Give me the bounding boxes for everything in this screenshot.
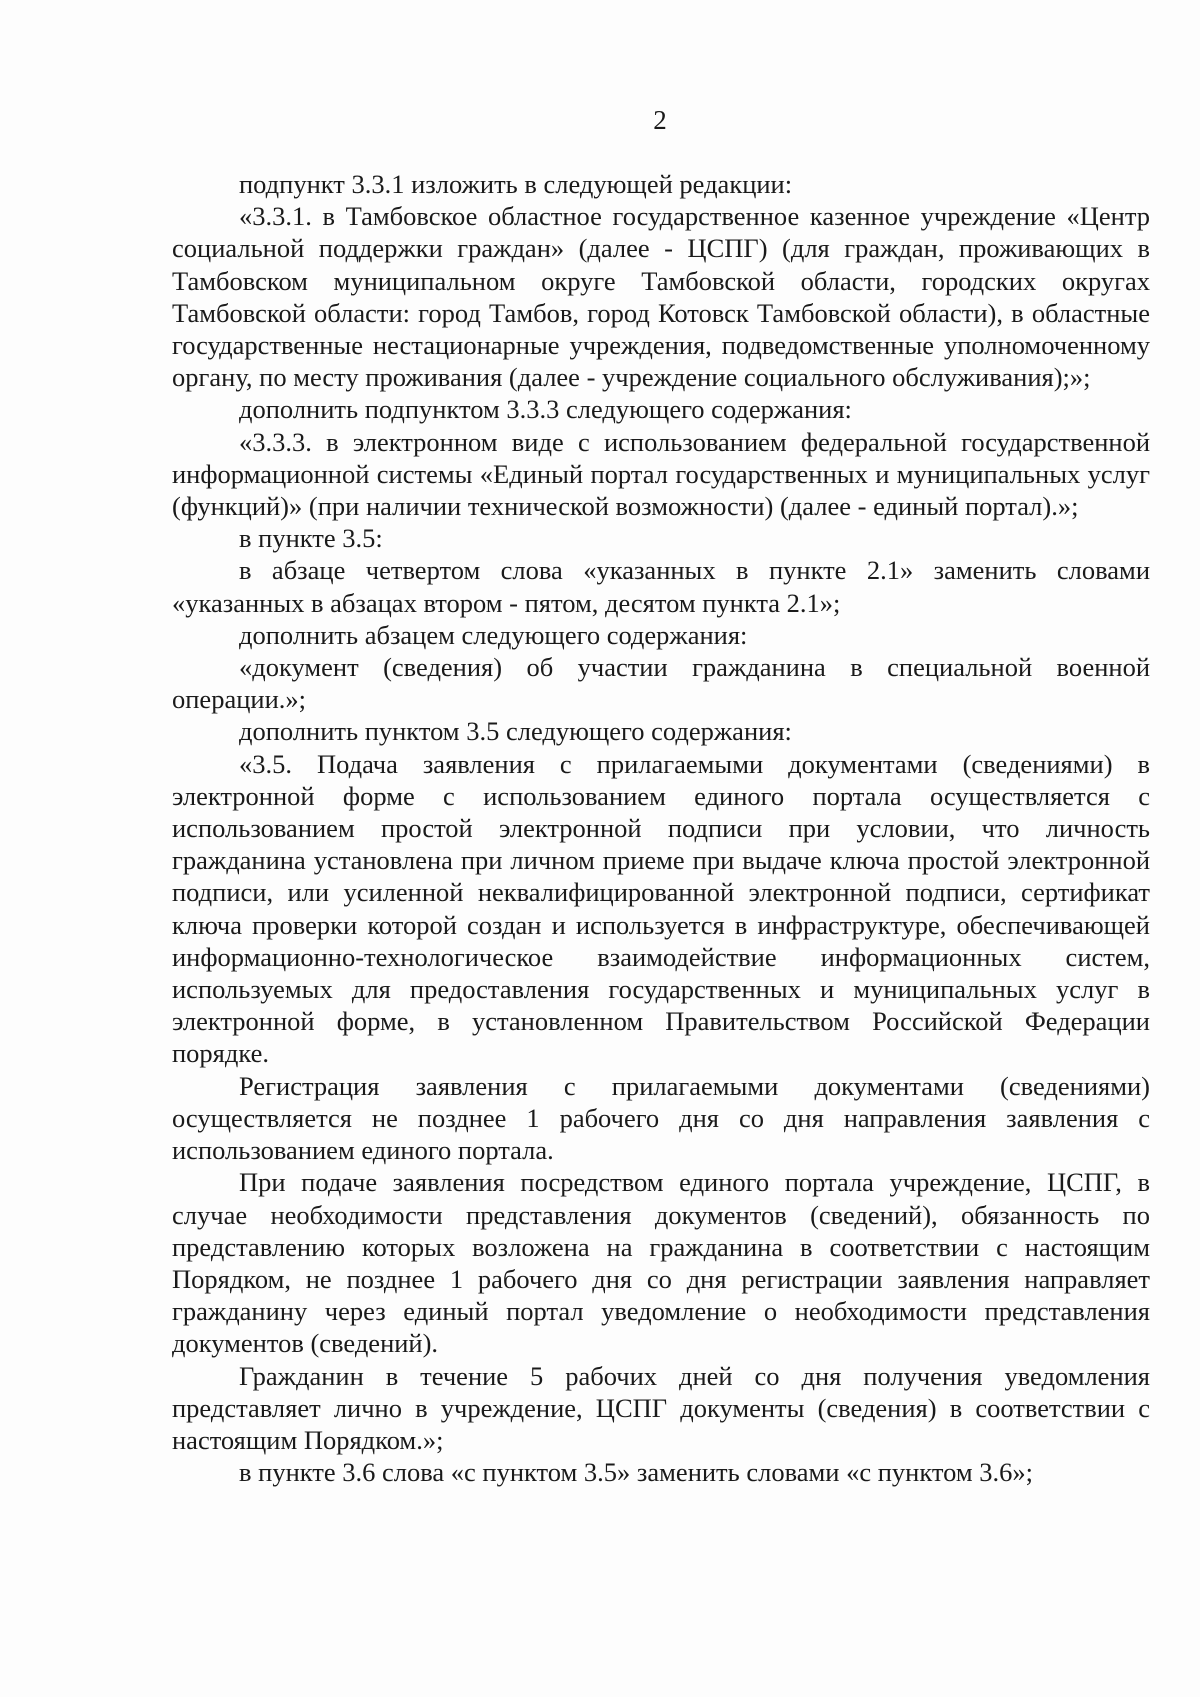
paragraph: подпункт 3.3.1 изложить в следующей редакции: [239, 169, 793, 199]
paragraph: «3.3.3. в электронном виде с использованием федеральной государственной информационной системы «Единый портал государственных и муниципальных услуг (функций)» (при наличии технической возможности) (далее - единый портал).»; [172, 426, 1150, 522]
paragraph: «документ (сведения) об участии гражданина в специальной военной операции.»; [172, 652, 1150, 715]
paragraph: в пункте 3.5: [239, 523, 383, 554]
paragraph: Регистрация заявления с прилагаемыми документами (сведениями) осуществляется не позднее 1 рабочего дня со дня направления заявления с использованием единого портала. [172, 1070, 1150, 1166]
paragraph: «3.3.1. в Тамбовское областное государственное казенное учреждение «Центр социальной поддержки граждан» (далее - ЦСПГ) (для граждан, проживающих в Тамбовском муниципальном округе Тамбовской области, городских округах Тамбовской области: город Тамбов, город Котовск Тамбовской области), в областные государственные нестационарные учреждения, подведомственные уполномоченному органу, по месту проживания (далее - учреждение социального обслуживания);»; [172, 201, 1150, 393]
paragraph: дополнить абзацем следующего содержания: [239, 619, 748, 650]
paragraph: дополнить пунктом 3.5 следующего содержания: [239, 716, 792, 747]
paragraph: «3.5. Подача заявления с прилагаемыми документами (сведениями) в электронной форме с использованием единого портала осуществляется с использованием простой электронной подписи при условии, что личность гражданина установлена при личном приеме при выдаче ключа простой электронной подписи, или усиленной неквалифицированной электронной подписи, сертификат ключа проверки которой создан и используется в инфраструктуре, обеспечивающей информационно-технологическое взаимодействие информационных систем, используемых для предоставления государственных и муниципальных услуг в электронной форме, в установленном Правительством Российской Федерации порядке. [172, 748, 1150, 1069]
paragraph: в пункте 3.6 слова «с пунктом 3.5» заменить словами «с пунктом 3.6»; [239, 1457, 1033, 1488]
paragraph: дополнить подпунктом 3.3.3 следующего содержания: [239, 394, 852, 425]
paragraph: Гражданин в течение 5 рабочих дней со дня получения уведомления представляет лично в учреждение, ЦСПГ документы (сведения) в соответствии с настоящим Порядком.»; [172, 1360, 1150, 1455]
paragraph: в абзаце четвертом слова «указанных в пункте 2.1» заменить словами «указанных в абзацах втором - пятом, десятом пункта 2.1»; [172, 555, 1150, 618]
page-number: 2 [653, 105, 667, 135]
paragraph: При подаче заявления посредством единого портала учреждение, ЦСПГ, в случае необходимости представления документов (сведений), обязанность по представлению которых возложена на гражданина в соответствии с настоящим Порядком, не позднее 1 рабочего дня со дня регистрации заявления направляет гражданину через единый портал уведомление о необходимости представления документов (сведений). [172, 1167, 1150, 1359]
document-body [172, 168, 1150, 1488]
